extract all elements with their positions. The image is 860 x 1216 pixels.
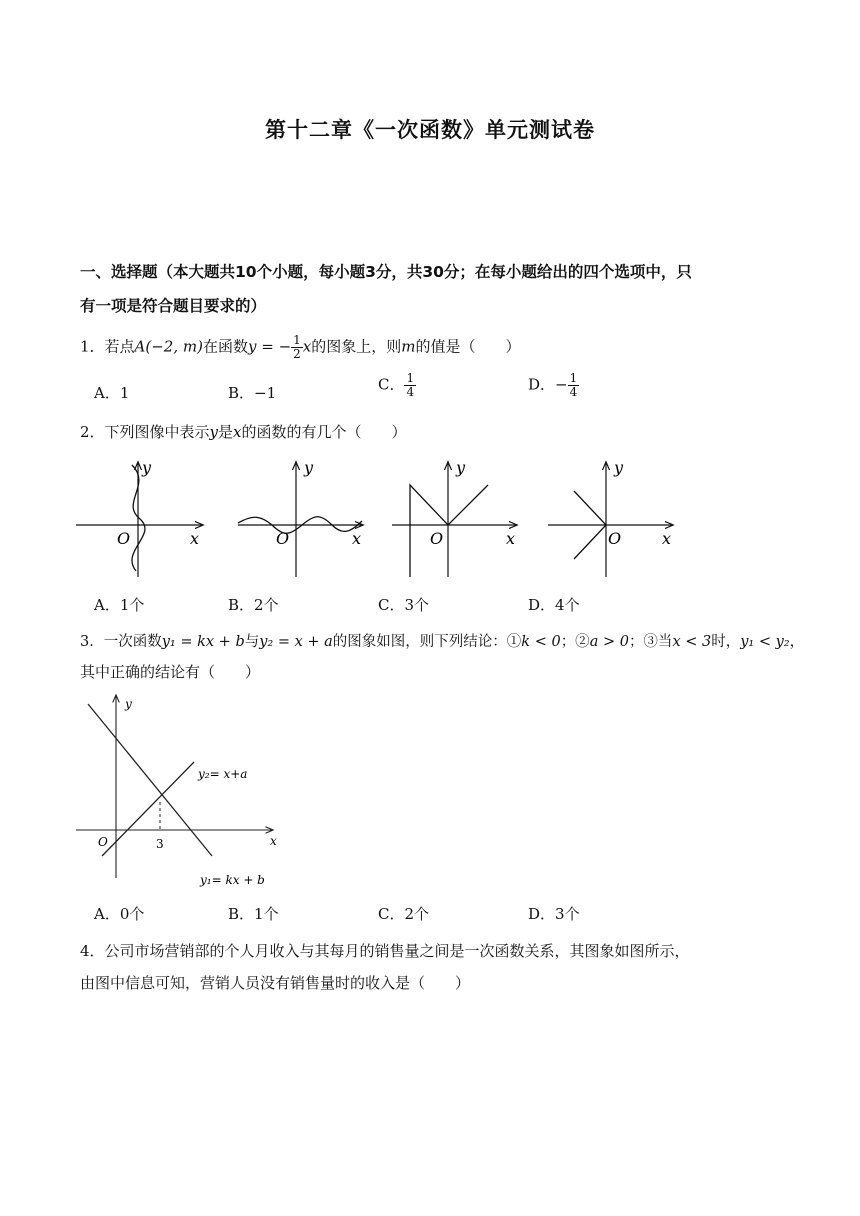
q3-sep-2: ；③当 bbox=[628, 634, 673, 650]
q3-text-post: 的图象如图，则下列结论：① bbox=[332, 634, 522, 650]
q1-option-d[interactable] bbox=[528, 372, 579, 399]
q3-label-x: x bbox=[270, 834, 277, 848]
q1-option-d-label: D．− bbox=[528, 375, 568, 394]
q2-graphs bbox=[70, 455, 690, 585]
q3-text-pre: 3．一次函数 bbox=[80, 634, 162, 650]
q2-graph-b bbox=[238, 458, 362, 577]
q3-option-a[interactable]: A．0个 bbox=[94, 905, 145, 923]
q3-label-origin: O bbox=[98, 835, 108, 849]
q2-graph-a-y-label: y bbox=[142, 458, 152, 477]
q1-text-end: 的值是（ ） bbox=[415, 337, 521, 356]
q2-graph-c-x-label: x bbox=[506, 529, 516, 548]
q1-option-d-den: 4 bbox=[569, 385, 578, 399]
question-4-line2: 由图中信息可知，营销人员没有销售量时的收入是（ ） bbox=[80, 974, 471, 992]
q2-graph-b-y-label: y bbox=[304, 458, 314, 477]
q3-formula-y1: y₁ = kx + b bbox=[161, 634, 245, 650]
question-2 bbox=[80, 421, 407, 442]
q2-graph-c bbox=[392, 458, 516, 577]
q1-text-post: 的图象上，则 bbox=[311, 337, 402, 356]
q3-option-d[interactable]: D．3个 bbox=[528, 905, 580, 923]
q2-text-pre: 2．下列图像中表示 bbox=[80, 423, 210, 441]
question-1 bbox=[80, 334, 521, 361]
q2-graph-a-x-label: x bbox=[190, 529, 200, 548]
q1-option-c-fraction bbox=[404, 372, 416, 399]
q2-graph-c-y-label: y bbox=[456, 458, 466, 477]
question-3-line2: 其中正确的结论有（ ） bbox=[80, 663, 261, 681]
q3-condition: x < 3 bbox=[672, 634, 712, 650]
q1-frac-den: 2 bbox=[293, 347, 301, 361]
q1-option-d-num: 1 bbox=[569, 371, 578, 385]
q1-option-b[interactable]: B．−1 bbox=[228, 384, 277, 402]
q1-func-rhs: x bbox=[302, 337, 312, 356]
q3-line-y1 bbox=[88, 704, 212, 856]
q1-text-mid: 在函数 bbox=[202, 337, 248, 356]
q3-option-b[interactable]: B．1个 bbox=[228, 905, 279, 923]
q2-option-d[interactable]: D．4个 bbox=[528, 596, 580, 614]
question-3-line1 bbox=[80, 630, 804, 651]
q2-graph-b-origin: O bbox=[276, 529, 290, 548]
q2-option-b[interactable]: B．2个 bbox=[228, 596, 279, 614]
q1-point: A(−2, m) bbox=[134, 337, 203, 356]
q2-graph-b-x-label: x bbox=[352, 529, 362, 548]
q3-sep-1: ；② bbox=[560, 634, 590, 650]
q2-graph-a-origin: O bbox=[117, 529, 131, 548]
q1-var: m bbox=[401, 337, 416, 356]
q3-label-y2: y₂= x+a bbox=[198, 767, 248, 781]
q3-conclusion-1: k < 0 bbox=[521, 634, 561, 650]
q1-option-a[interactable]: A．1 bbox=[94, 384, 130, 402]
q2-graph-d-origin: O bbox=[608, 529, 622, 548]
q2-graph-c-origin: O bbox=[430, 529, 444, 548]
q2-text-mid: 是 bbox=[218, 423, 234, 441]
q1-option-c[interactable] bbox=[378, 372, 416, 399]
q2-graph-d bbox=[548, 458, 672, 577]
q1-func-lhs: y = − bbox=[247, 337, 292, 356]
q2-option-a[interactable]: A．1个 bbox=[94, 596, 145, 614]
q3-label-3: 3 bbox=[156, 837, 164, 851]
q1-option-c-num: 1 bbox=[406, 371, 415, 385]
section-heading-line2: 有一项是符合题目要求的） bbox=[80, 297, 267, 315]
question-4-line1: 4．公司市场营销部的个人月收入与其每月的销售量之间是一次函数关系，其图象如图所示， bbox=[80, 942, 690, 960]
q1-option-c-label: C． bbox=[378, 375, 405, 394]
q3-label-y1: y₁= kx + b bbox=[200, 873, 265, 887]
q3-conclusion-2: a > 0 bbox=[589, 634, 629, 650]
q2-option-c[interactable]: C．3个 bbox=[378, 596, 430, 614]
q3-option-c[interactable]: C．2个 bbox=[378, 905, 430, 923]
q2-text-post: 的函数的有几个（ ） bbox=[241, 423, 407, 441]
section-heading-line1: 一、选择题（本大题共10个小题，每小题3分，共30分；在每小题给出的四个选项中，只 bbox=[80, 263, 692, 281]
q1-frac-num: 1 bbox=[293, 333, 301, 347]
q1-option-c-den: 4 bbox=[406, 385, 415, 399]
q2-graph-d-y-label: y bbox=[614, 458, 624, 477]
q3-graph bbox=[70, 690, 300, 890]
q3-end-1: ， bbox=[789, 634, 805, 650]
q3-conclusion-3: y₁ < y₂ bbox=[740, 634, 790, 650]
page-title: 第十二章《一次函数》单元测试卷 bbox=[265, 118, 595, 142]
q2-graph-c-curve bbox=[410, 485, 488, 577]
q3-formula-y2: y₂ = x + a bbox=[259, 634, 333, 650]
q1-text-pre: 1．若点 bbox=[80, 337, 135, 356]
q2-var-x: x bbox=[233, 423, 242, 441]
q2-graph-d-x-label: x bbox=[662, 529, 672, 548]
q1-option-d-fraction bbox=[568, 372, 580, 399]
q3-label-y: y bbox=[125, 697, 132, 711]
q1-fraction bbox=[291, 334, 303, 361]
q3-text-mid: 与 bbox=[244, 634, 260, 650]
q3-sep-3: 时， bbox=[711, 634, 741, 650]
q2-var-y: y bbox=[209, 423, 219, 441]
q2-graph-a bbox=[76, 458, 202, 577]
